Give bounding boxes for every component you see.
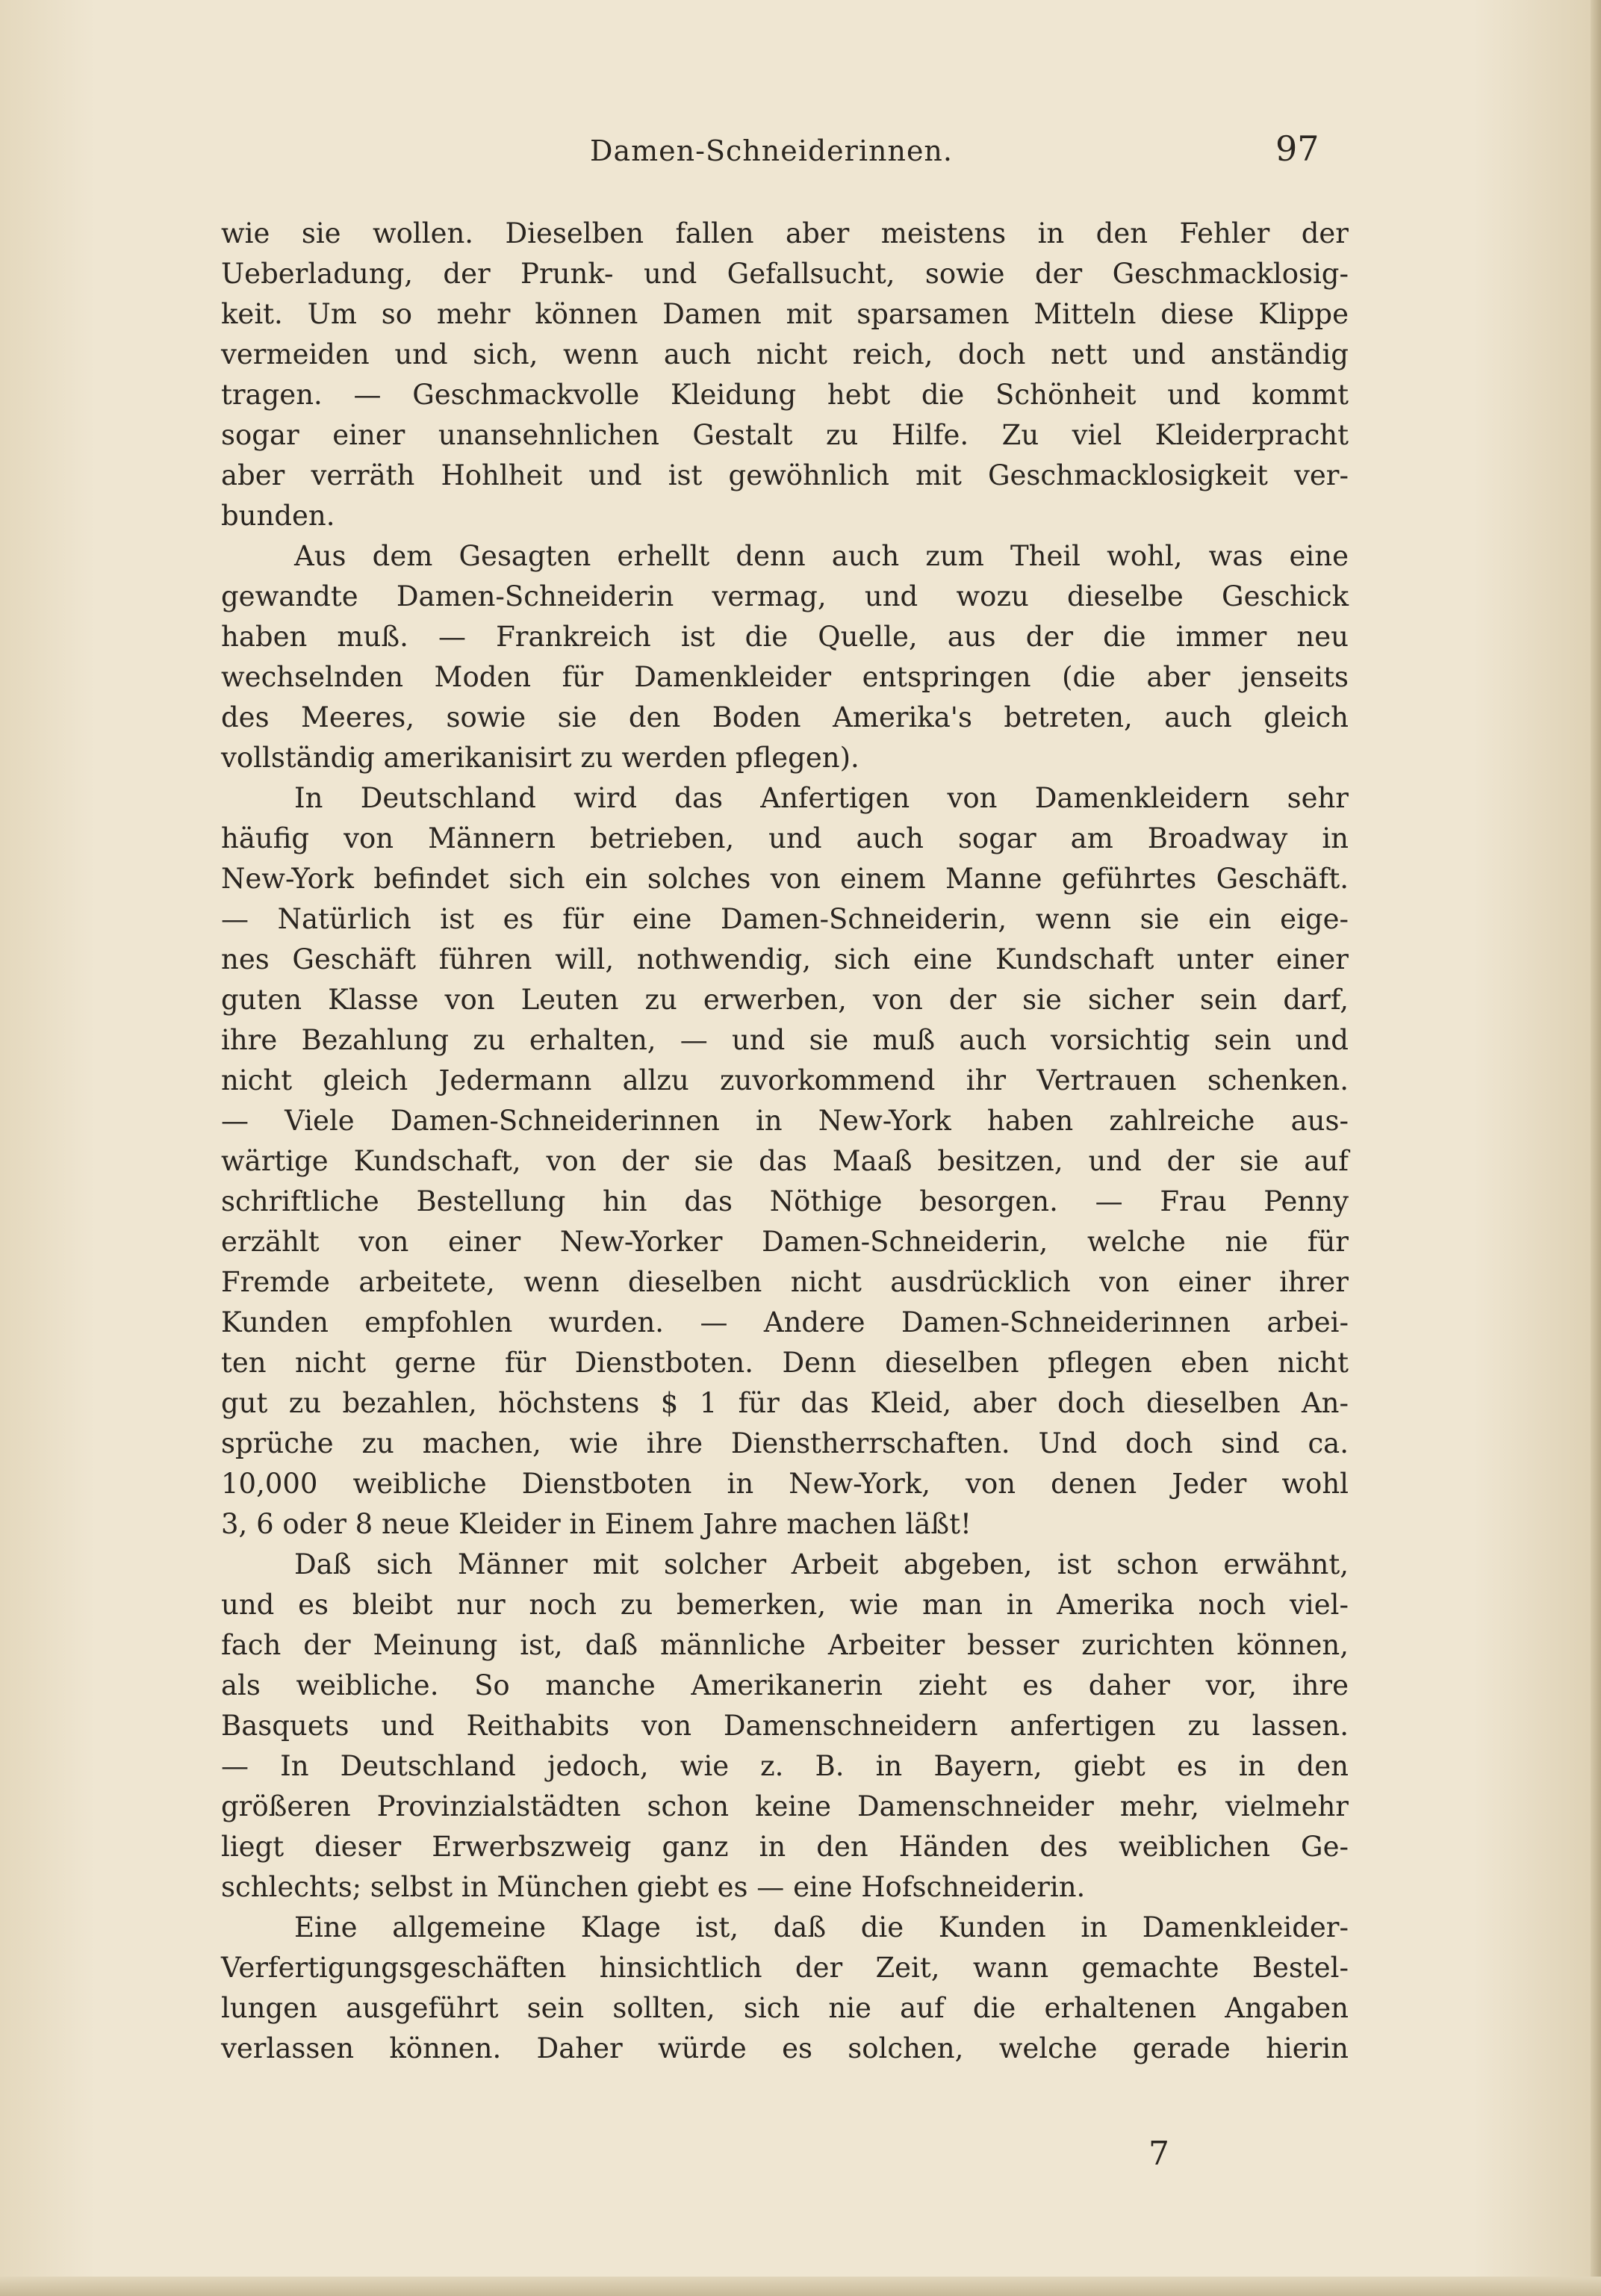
text-line: schlechts; selbst in München giebt es — eine Hofschneiderin.: [221, 1871, 1086, 1903]
text-line: Verfertigungsgeschäften hinsichtlich der Zeit, wann gemachte Bestel-: [221, 1952, 1349, 1984]
text-line: ten nicht gerne für Dienstboten. Denn dieselben pflegen eben nicht: [221, 1347, 1349, 1379]
text-line: Fremde arbeitete, wenn dieselben nicht ausdrücklich von einer ihrer: [221, 1266, 1349, 1298]
page-edge-right: [1591, 0, 1601, 2296]
page-number: 97: [1275, 128, 1319, 169]
text-line: nes Geschäft führen will, nothwendig, sich eine Kundschaft unter einer: [221, 943, 1349, 975]
text-line: 10,000 weibliche Dienstboten in New-York, von denen Jeder wohl: [221, 1468, 1349, 1500]
text-line: gut zu bezahlen, höchstens $ 1 für das Kleid, aber doch dieselben An-: [221, 1387, 1349, 1419]
text-line: häufig von Männern betrieben, und auch sogar am Broadway in: [221, 822, 1349, 854]
text-line: vollständig amerikanisirt zu werden pflegen).: [221, 742, 859, 774]
text-line: liegt dieser Erwerbszweig ganz in den Händen des weiblichen Ge-: [221, 1831, 1349, 1863]
text-line: Daß sich Männer mit solcher Arbeit abgeben, ist schon erwähnt,: [294, 1548, 1349, 1580]
text-line: des Meeres, sowie sie den Boden Amerika's betreten, auch gleich: [221, 701, 1349, 733]
text-line: Aus dem Gesagten erhellt denn auch zum Theil wohl, was eine: [294, 540, 1349, 572]
text-line: wärtige Kundschaft, von der sie das Maaß besitzen, und der sie auf: [221, 1145, 1349, 1177]
text-line: größeren Provinzialstädten schon keine Damenschneider mehr, vielmehr: [221, 1790, 1349, 1822]
text-line: tragen. — Geschmackvolle Kleidung hebt die Schönheit und kommt: [221, 379, 1349, 411]
text-line: gewandte Damen-Schneiderin vermag, und wozu dieselbe Geschick: [221, 580, 1349, 612]
signature-mark: 7: [1148, 2135, 1169, 2173]
text-line: — Viele Damen-Schneiderinnen in New-York haben zahlreiche aus-: [221, 1105, 1349, 1137]
text-line: wie sie wollen. Dieselben fallen aber meistens in den Fehler der: [221, 217, 1349, 249]
text-line: Eine allgemeine Klage ist, daß die Kunden in Damenkleider-: [294, 1911, 1349, 1943]
text-line: — In Deutschland jedoch, wie z. B. in Bayern, giebt es in den: [221, 1750, 1349, 1782]
text-line: Ueberladung, der Prunk- und Gefallsucht, sowie der Geschmacklosig-: [221, 258, 1349, 290]
running-title: Damen-Schneiderinnen.: [590, 134, 953, 167]
text-line: verlassen können. Daher würde es solchen, welche gerade hierin: [221, 2032, 1349, 2064]
text-line: ihre Bezahlung zu erhalten, — und sie muß auch vorsichtig sein und: [221, 1024, 1349, 1056]
text-line: erzählt von einer New-Yorker Damen-Schneiderin, welche nie für: [221, 1226, 1349, 1258]
text-line: nicht gleich Jedermann allzu zuvorkommend ihr Vertrauen schenken.: [221, 1064, 1349, 1096]
body-text: [221, 214, 1349, 2126]
text-line: sprüche zu machen, wie ihre Dienstherrschaften. Und doch sind ca.: [221, 1427, 1349, 1459]
text-line: 3, 6 oder 8 neue Kleider in Einem Jahre machen läßt!: [221, 1508, 972, 1540]
page-edge-bottom: [0, 2277, 1601, 2296]
text-line: lungen ausgeführt sein sollten, sich nie auf die erhaltenen Angaben: [221, 1992, 1349, 2024]
text-line: In Deutschland wird das Anfertigen von Damenkleidern sehr: [294, 782, 1349, 814]
text-line: aber verräth Hohlheit und ist gewöhnlich mit Geschmacklosigkeit ver-: [221, 459, 1349, 491]
text-line: Kunden empfohlen wurden. — Andere Damen-Schneiderinnen arbei-: [221, 1306, 1349, 1338]
text-line: vermeiden und sich, wenn auch nicht reich, doch nett und anständig: [221, 338, 1349, 370]
text-line: fach der Meinung ist, daß männliche Arbeiter besser zurichten können,: [221, 1629, 1349, 1661]
text-line: New-York befindet sich ein solches von einem Manne geführtes Geschäft.: [221, 863, 1349, 895]
text-line: sogar einer unansehnlichen Gestalt zu Hilfe. Zu viel Kleiderpracht: [221, 419, 1349, 451]
text-line: haben muß. — Frankreich ist die Quelle, aus der die immer neu: [221, 621, 1349, 653]
text-line: wechselnden Moden für Damenkleider entspringen (die aber jenseits: [221, 661, 1349, 693]
text-line: als weibliche. So manche Amerikanerin zieht es daher vor, ihre: [221, 1669, 1349, 1701]
text-line: Basquets und Reithabits von Damenschneidern anfertigen zu lassen.: [221, 1710, 1349, 1742]
text-line: keit. Um so mehr können Damen mit sparsamen Mitteln diese Klippe: [221, 298, 1349, 330]
text-line: bunden.: [221, 500, 335, 532]
text-line: — Natürlich ist es für eine Damen-Schneiderin, wenn sie ein eige-: [221, 903, 1349, 935]
text-line: schriftliche Bestellung hin das Nöthige besorgen. — Frau Penny: [221, 1185, 1349, 1217]
text-line: guten Klasse von Leuten zu erwerben, von der sie sicher sein darf,: [221, 984, 1349, 1016]
text-line: und es bleibt nur noch zu bemerken, wie man in Amerika noch viel-: [221, 1589, 1349, 1621]
